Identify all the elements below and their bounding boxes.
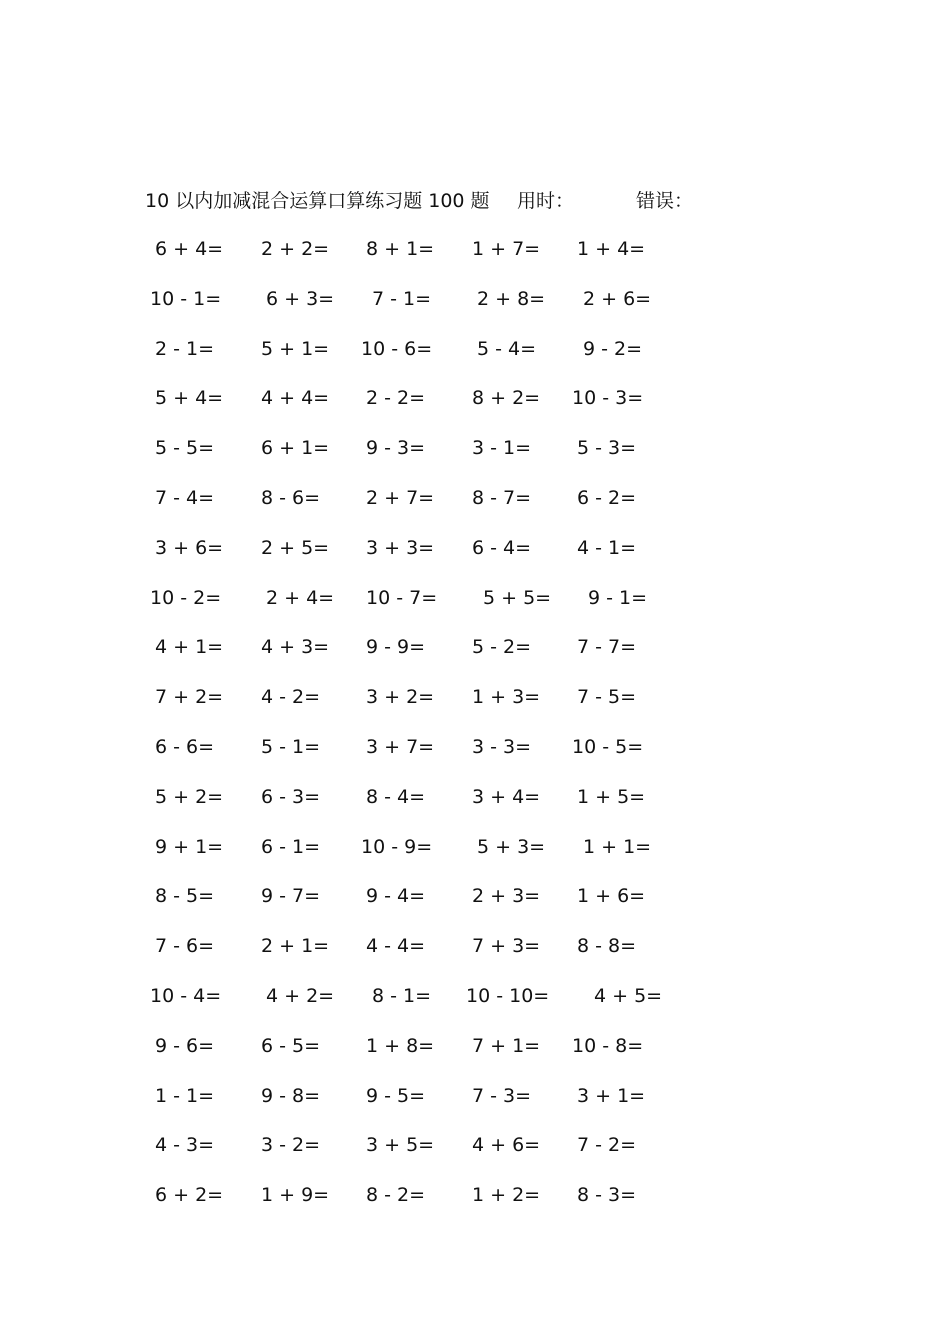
- problem-item: 3 + 1=: [577, 1085, 646, 1107]
- problem-item: 3 + 7=: [366, 736, 435, 758]
- problem-item: 10 - 2=: [150, 587, 222, 609]
- problem-item: 10 - 5=: [572, 736, 644, 758]
- problem-item: 8 - 6=: [261, 487, 321, 509]
- problem-row: [0, 334, 950, 364]
- problem-row: [0, 1081, 950, 1111]
- problem-item: 10 - 10=: [466, 985, 550, 1007]
- problem-item: 3 + 3=: [366, 537, 435, 559]
- problem-row: [0, 483, 950, 513]
- problem-item: 4 - 4=: [366, 935, 426, 957]
- problem-row: [0, 632, 950, 662]
- problem-item: 2 - 1=: [155, 338, 215, 360]
- problem-item: 4 + 3=: [261, 636, 330, 658]
- problem-row: [0, 284, 950, 314]
- problem-item: 4 + 4=: [261, 387, 330, 409]
- error-label: 错误：: [636, 190, 694, 212]
- problem-item: 5 + 3=: [477, 836, 546, 858]
- problem-item: 6 - 4=: [472, 537, 532, 559]
- problem-row: [0, 234, 950, 264]
- problem-row: [0, 832, 950, 862]
- problem-item: 6 + 4=: [155, 238, 224, 260]
- problem-item: 3 + 4=: [472, 786, 541, 808]
- problem-item: 3 - 3=: [472, 736, 532, 758]
- problem-row: [0, 1130, 950, 1160]
- problem-item: 8 - 4=: [366, 786, 426, 808]
- problem-item: 8 - 3=: [577, 1184, 637, 1206]
- problem-item: 9 - 1=: [588, 587, 648, 609]
- problem-item: 9 - 5=: [366, 1085, 426, 1107]
- problem-item: 9 - 7=: [261, 885, 321, 907]
- problem-item: 9 - 3=: [366, 437, 426, 459]
- problem-item: 2 + 1=: [261, 935, 330, 957]
- problem-item: 1 + 4=: [577, 238, 646, 260]
- problem-item: 5 + 2=: [155, 786, 224, 808]
- problem-row: [0, 981, 950, 1011]
- problem-row: [0, 533, 950, 563]
- problem-item: 2 + 3=: [472, 885, 541, 907]
- problem-item: 5 - 2=: [472, 636, 532, 658]
- problem-item: 2 + 7=: [366, 487, 435, 509]
- problem-item: 6 - 3=: [261, 786, 321, 808]
- problem-row: [0, 583, 950, 613]
- problem-item: 3 - 1=: [472, 437, 532, 459]
- problem-row: [0, 881, 950, 911]
- worksheet-title: 10 以内加减混合运算口算练习题 100 题: [145, 190, 490, 212]
- problem-item: 9 - 6=: [155, 1035, 215, 1057]
- problem-item: 4 - 3=: [155, 1134, 215, 1156]
- problem-item: 9 - 4=: [366, 885, 426, 907]
- problem-item: 2 + 6=: [583, 288, 652, 310]
- problem-item: 10 - 3=: [572, 387, 644, 409]
- problem-item: 4 + 6=: [472, 1134, 541, 1156]
- problem-item: 1 + 2=: [472, 1184, 541, 1206]
- time-label: 用时：: [517, 190, 575, 212]
- problem-item: 3 - 2=: [261, 1134, 321, 1156]
- problem-item: 1 - 1=: [155, 1085, 215, 1107]
- problem-item: 9 - 8=: [261, 1085, 321, 1107]
- problem-item: 8 - 7=: [472, 487, 532, 509]
- problem-item: 10 - 1=: [150, 288, 222, 310]
- problem-item: 6 - 1=: [261, 836, 321, 858]
- problem-item: 7 - 5=: [577, 686, 637, 708]
- problem-item: 6 + 1=: [261, 437, 330, 459]
- problem-item: 1 + 9=: [261, 1184, 330, 1206]
- problem-item: 7 + 2=: [155, 686, 224, 708]
- problem-item: 4 - 1=: [577, 537, 637, 559]
- problem-item: 5 + 5=: [483, 587, 552, 609]
- problem-item: 10 - 6=: [361, 338, 433, 360]
- problem-row: [0, 931, 950, 961]
- problem-item: 2 + 4=: [266, 587, 335, 609]
- problem-item: 8 - 8=: [577, 935, 637, 957]
- problem-item: 2 + 2=: [261, 238, 330, 260]
- problem-item: 8 - 5=: [155, 885, 215, 907]
- problem-item: 10 - 8=: [572, 1035, 644, 1057]
- problem-item: 7 - 3=: [472, 1085, 532, 1107]
- problem-item: 4 + 5=: [594, 985, 663, 1007]
- problem-item: 3 + 2=: [366, 686, 435, 708]
- problem-item: 2 - 2=: [366, 387, 426, 409]
- problem-item: 9 + 1=: [155, 836, 224, 858]
- problem-item: 2 + 5=: [261, 537, 330, 559]
- problem-item: 6 - 6=: [155, 736, 215, 758]
- problem-item: 7 - 1=: [372, 288, 432, 310]
- problem-item: 8 - 2=: [366, 1184, 426, 1206]
- problem-item: 1 + 1=: [583, 836, 652, 858]
- problem-item: 6 - 2=: [577, 487, 637, 509]
- problem-item: 10 - 9=: [361, 836, 433, 858]
- problem-item: 7 - 2=: [577, 1134, 637, 1156]
- problem-item: 5 + 1=: [261, 338, 330, 360]
- problem-item: 2 + 8=: [477, 288, 546, 310]
- problem-row: [0, 682, 950, 712]
- problem-item: 7 - 7=: [577, 636, 637, 658]
- problem-item: 5 - 1=: [261, 736, 321, 758]
- problem-item: 4 - 2=: [261, 686, 321, 708]
- problem-item: 10 - 7=: [366, 587, 438, 609]
- problem-row: [0, 383, 950, 413]
- problem-item: 6 - 5=: [261, 1035, 321, 1057]
- problem-item: 7 - 4=: [155, 487, 215, 509]
- problem-row: [0, 782, 950, 812]
- problem-item: 6 + 2=: [155, 1184, 224, 1206]
- problem-item: 9 - 2=: [583, 338, 643, 360]
- problem-row: [0, 732, 950, 762]
- problem-item: 1 + 8=: [366, 1035, 435, 1057]
- problem-item: 1 + 7=: [472, 238, 541, 260]
- problem-item: 3 + 5=: [366, 1134, 435, 1156]
- problem-item: 5 + 4=: [155, 387, 224, 409]
- problem-item: 8 + 2=: [472, 387, 541, 409]
- problem-item: 8 - 1=: [372, 985, 432, 1007]
- problem-row: [0, 1180, 950, 1210]
- problem-row: [0, 1031, 950, 1061]
- problem-item: 4 + 1=: [155, 636, 224, 658]
- problem-item: 5 - 5=: [155, 437, 215, 459]
- problem-item: 6 + 3=: [266, 288, 335, 310]
- problem-item: 7 - 6=: [155, 935, 215, 957]
- problem-item: 1 + 5=: [577, 786, 646, 808]
- problem-item: 4 + 2=: [266, 985, 335, 1007]
- problem-item: 7 + 1=: [472, 1035, 541, 1057]
- problem-item: 3 + 6=: [155, 537, 224, 559]
- problem-item: 5 - 3=: [577, 437, 637, 459]
- problem-item: 8 + 1=: [366, 238, 435, 260]
- problem-row: [0, 433, 950, 463]
- problem-item: 7 + 3=: [472, 935, 541, 957]
- problem-item: 9 - 9=: [366, 636, 426, 658]
- problem-item: 5 - 4=: [477, 338, 537, 360]
- problem-item: 10 - 4=: [150, 985, 222, 1007]
- problem-item: 1 + 3=: [472, 686, 541, 708]
- problem-item: 1 + 6=: [577, 885, 646, 907]
